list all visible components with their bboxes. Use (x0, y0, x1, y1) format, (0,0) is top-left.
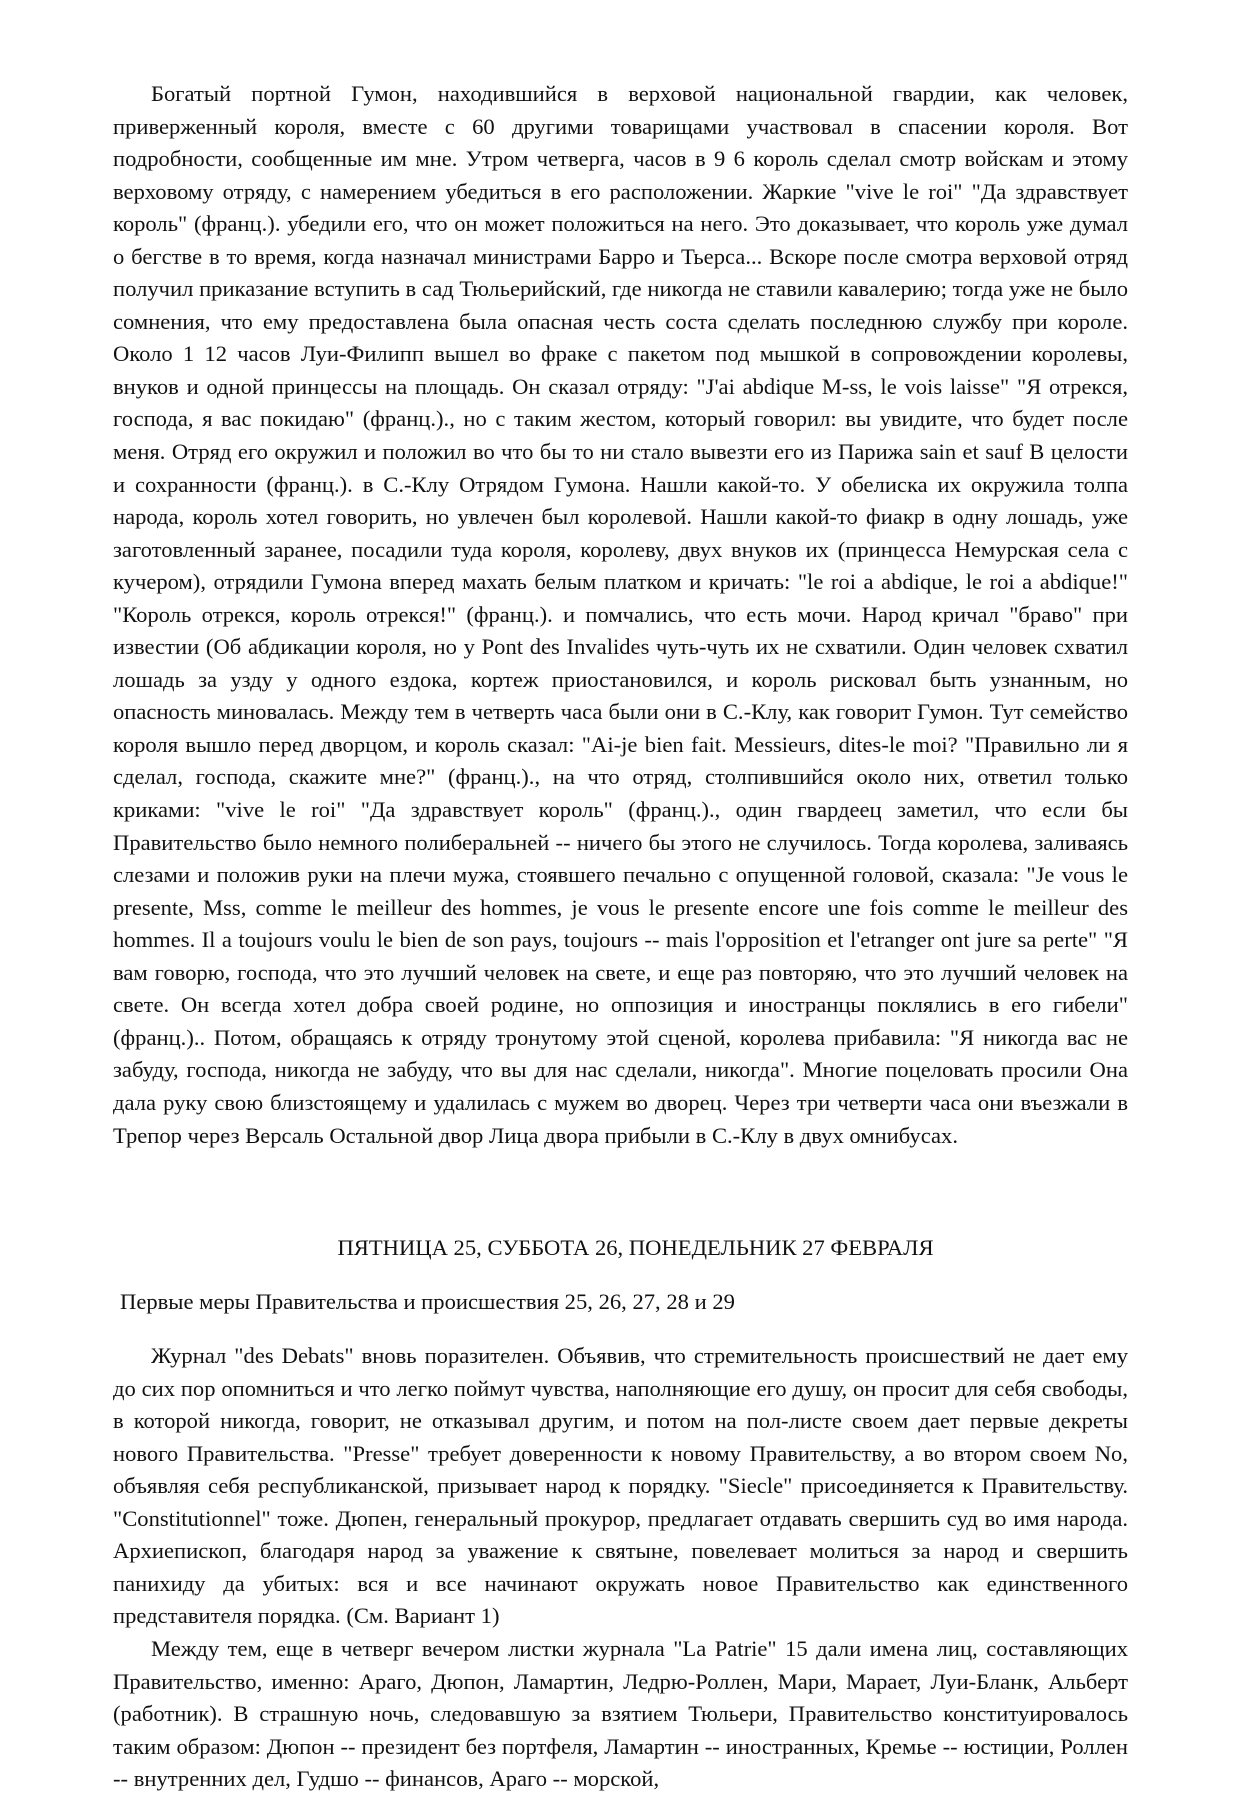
paragraph-journal-debats: Журнал "des Debats" вновь поразителен. Объявив, что стремительность происшествий не дает ему до сих пор опомниться и что легко поймут чувства, наполняющие его душу, он просит для себя свободы, в которой никогда, говорит, не отказывал другим, и потом на пол-листе своем дает первые декреты нового Правительства. "Presse" требует доверенности к новому Правительству, а во втором своем No, объявляя себя республиканской, призывает народ к порядку. "Siecle" присоединяется к Правительству. "Constitutionnel" тоже. Дюпен, генеральный прокурор, предлагает отдавать свершить суд во имя народа. Архиепископ, благодаря народ за уважение к святыне, повелевает молиться за народ и свершить панихиду да убитых: вся и все начинают окружать новое Правительство как единственного представителя порядка. (См. Вариант 1) (113, 1343, 1128, 1629)
paragraph-gumon-account: Богатый портной Гумон, находившийся в верховой национальной гвардии, как человек, приверженный короля, вместе с 60 другими товарищами участвовал в спасении короля. Вот подробности, сообщенные им мне. Утром четверга, часов в 9 6 король сделал смотр войскам и этому верховому отряду, с намерением убедиться в его расположении. Жаркие "vive le roi" "Да здравствует король" (франц.). убедили его, что он может положиться на него. Это доказывает, что король уже думал о бегстве в то время, когда назначал министрами Барро и Тьерса... Вскоре после смотра верховой отряд получил приказание вступить в сад Тюльерийский, где никогда не ставили кавалерию; тогда уже не было сомнения, что ему предоставлена была опасная честь соста сделать последнюю службу при короле. Около 1 12 часов Луи-Филипп вышел во фраке с пакетом под мышкой в сопровождении королевы, внуков и одной принцессы на площадь. Он сказал отряду: "J'ai abdique M-ss, le vois laisse" "Я отрекся, господа, я вас покидаю" (франц.)., но с таким жестом, который говорил: вы увидите, что будет после меня. Отряд его окружил и положил во что бы то ни стало вывезти его из Парижа sain et sauf В целости и сохранности (франц.). в С.-Клу Отрядом Гумона. Нашли какой-то. У обелиска их окружила толпа народа, король хотел говорить, но увлечен был королевой. Нашли какой-то фиакр в одну лошадь, уже заготовленный заранее, посадили туда короля, королеву, двух внуков их (принцесса Немурская села с кучером), отрядили Гумона вперед махать белым платком и кричать: "le roi a abdique, le roi a abdique!" "Король отрекся, король отрекся!" (франц.). и помчались, что есть мочи. Народ кричал "браво" при известии (Об абдикации короля, но у Pont des Invalides чуть-чуть их не схватили. Один человек схватил лошадь за узду у одного ездока, кортеж приостановился, и король рисковал быть узнанным, но опасность миновалась. Между тем в четверть часа были они в С.-Клу, как говорит Гумон. Тут семейство короля вышло перед дворцом, и король сказал: "Ai-je bien fait. Messieurs, dites-le moi? "Правильно ли я сделал, господа, скажите мне?" (франц.)., на что отряд, столпившийся около них, ответил только криками: "vive le roi" "Да здравствует король" (франц.)., один гвардеец заметил, что если бы Правительство было немного полиберальней -- ничего бы этого не случилось. Тогда королева, заливаясь слезами и положив руки на плечи мужа, стоявшего печально с опущенной головой, сказала: "Je vous le presente, Mss, comme le meilleur des hommes, je vous le presente encore une fois comme le meilleur des hommes. Il a toujours voulu le bien de son pays, toujours -- mais l'opposition et l'etranger ont jure sa perte" "Я вам говорю, господа, что это лучший человек на свете, и еще раз повторяю, что это лучший человек на свете. Он всегда хотел добра своей родине, но оппозиция и иностранцы поклялись в его гибели" (франц.).. Потом, обращаясь к отряду тронутому этой сценой, королева прибавила: "Я никогда вас не забуду, господа, никогда не забуду, что вы для нас сделали, никогда". Многие поцеловать просили Она дала руку свою близстоящему и удалилась с мужем во дворец. Через три четверти часа они въезжали в Трепор через Версаль Остальной двор Лица двора прибыли в С.-Клу в двух омнибусах. (113, 81, 1128, 1148)
section-heading: ПЯТНИЦА 25, СУББОТА 26, ПОНЕДЕЛЬНИК 27 ФЕВРАЛЯ (337, 1235, 934, 1261)
section-subheading: Первые меры Правительства и происшествия 25, 26, 27, 28 и 29 (120, 1289, 735, 1315)
paragraph-la-patrie: Между тем, еще в четверг вечером листки журнала "La Patrie" 15 дали имена лиц, составляющих Правительство, именно: Араго, Дюпон, Ламартин, Ледрю-Роллен, Мари, Марает, Луи-Бланк, Альберт (работник). В страшную ночь, следовавшую за взятием Тюльери, Правительство конституировалось таким образом: Дюпон -- президент без портфеля, Ламартин -- иностранных, Кремье -- юстиции, Роллен -- внутренних дел, Гудшо -- финансов, Араго -- морской, (113, 1635, 1128, 1792)
